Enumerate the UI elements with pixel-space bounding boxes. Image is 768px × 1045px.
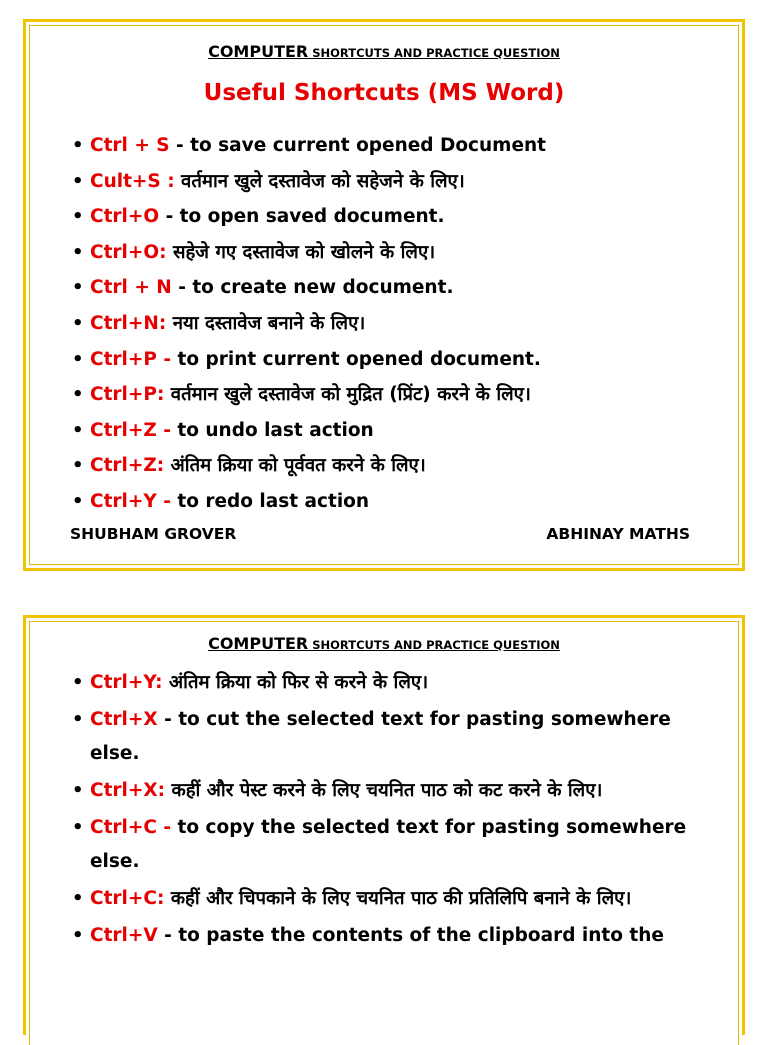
list-item <box>70 270 722 306</box>
shortcut-key: Ctrl + S <box>90 135 170 156</box>
shortcut-key: Ctrl+O <box>90 206 160 228</box>
shortcut-card-2 <box>23 615 745 1035</box>
shortcut-desc: to print current opened document. <box>171 348 541 370</box>
shortcut-desc: to undo last action <box>170 419 374 441</box>
card-header <box>26 634 742 653</box>
list-item <box>70 774 722 808</box>
list-item <box>70 666 722 700</box>
shortcut-key: Ctrl+X: <box>90 780 166 801</box>
shortcut-desc: - to save current opened Document <box>169 135 547 156</box>
list-item <box>70 164 722 200</box>
shortcut-key: Ctrl+Z: <box>90 455 165 477</box>
brand-name: ABHINAY MATHS <box>546 525 690 543</box>
shortcut-key: Ctrl+Y: <box>90 672 163 693</box>
shortcut-key: Ctrl+C: <box>90 888 165 909</box>
list-item <box>70 377 722 413</box>
shortcut-key: Ctrl+C - <box>90 817 172 838</box>
shortcut-desc: कहीं और चिपकाने के लिए चयनित पाठ की प्रतिलिपि बनाने के लिए। <box>164 888 632 909</box>
shortcut-list <box>70 128 722 520</box>
list-item <box>70 811 722 879</box>
shortcut-desc: - to paste the contents of the clipboard into the <box>157 925 664 946</box>
list-item <box>70 882 722 916</box>
shortcut-desc: वर्तमान खुले दस्तावेज को मुद्रित (प्रिंट) करने के लिए। <box>164 384 531 406</box>
header-computer: COMPUTER <box>208 634 309 653</box>
shortcut-card-1 <box>23 19 745 571</box>
list-item <box>70 703 722 771</box>
shortcut-desc: कहीं और पेस्ट करने के लिए चयनित पाठ को कट करने के लिए। <box>165 780 603 801</box>
list-item <box>70 306 722 342</box>
shortcut-desc: वर्तमान खुले दस्तावेज को सहेजने के लिए। <box>174 170 465 192</box>
shortcut-desc: सहेजे गए दस्तावेज को खोलने के लिए। <box>166 241 436 263</box>
header-subtitle: SHORTCUTS AND PRACTICE QUESTION <box>308 46 560 60</box>
list-item <box>70 199 722 235</box>
card-header <box>26 42 742 61</box>
shortcut-key: Ctrl+X <box>90 709 158 730</box>
shortcut-list <box>70 666 722 956</box>
shortcut-desc: नया दस्तावेज बनाने के लिए। <box>166 312 366 334</box>
list-item <box>70 413 722 449</box>
shortcut-key: Ctrl+P: <box>90 384 165 406</box>
author-name: SHUBHAM GROVER <box>70 525 237 543</box>
list-item <box>70 235 722 271</box>
shortcut-key: Cult+S : <box>90 170 175 192</box>
shortcut-desc: अंतिम क्रिया को पूर्ववत करने के लिए। <box>164 455 426 477</box>
list-item <box>70 448 722 484</box>
shortcut-key: Ctrl+Z - <box>90 419 171 441</box>
shortcut-key: Ctrl+N: <box>90 312 167 334</box>
header-subtitle: SHORTCUTS AND PRACTICE QUESTION <box>308 638 560 652</box>
header-computer: COMPUTER <box>208 42 309 61</box>
shortcut-key: Ctrl + N <box>90 277 172 299</box>
list-item <box>70 128 722 164</box>
list-item <box>70 484 722 520</box>
shortcut-desc: to copy the selected text for pasting somewhere else. <box>90 817 687 872</box>
shortcut-desc: - to cut the selected text for pasting somewhere else. <box>90 709 671 764</box>
card-title: Useful Shortcuts (MS Word) <box>203 80 565 106</box>
shortcut-key: Ctrl+Y - <box>90 490 171 512</box>
shortcut-desc: to redo last action <box>170 490 370 512</box>
shortcut-desc: अंतिम क्रिया को फिर से करने के लिए। <box>162 672 429 693</box>
shortcut-key: Ctrl+V <box>90 925 158 946</box>
list-item <box>70 342 722 378</box>
list-item <box>70 919 722 953</box>
shortcut-key: Ctrl+O: <box>90 241 167 263</box>
shortcut-desc: - to create new document. <box>171 277 454 299</box>
shortcut-key: Ctrl+P - <box>90 348 172 370</box>
shortcut-desc: - to open saved document. <box>159 206 445 228</box>
